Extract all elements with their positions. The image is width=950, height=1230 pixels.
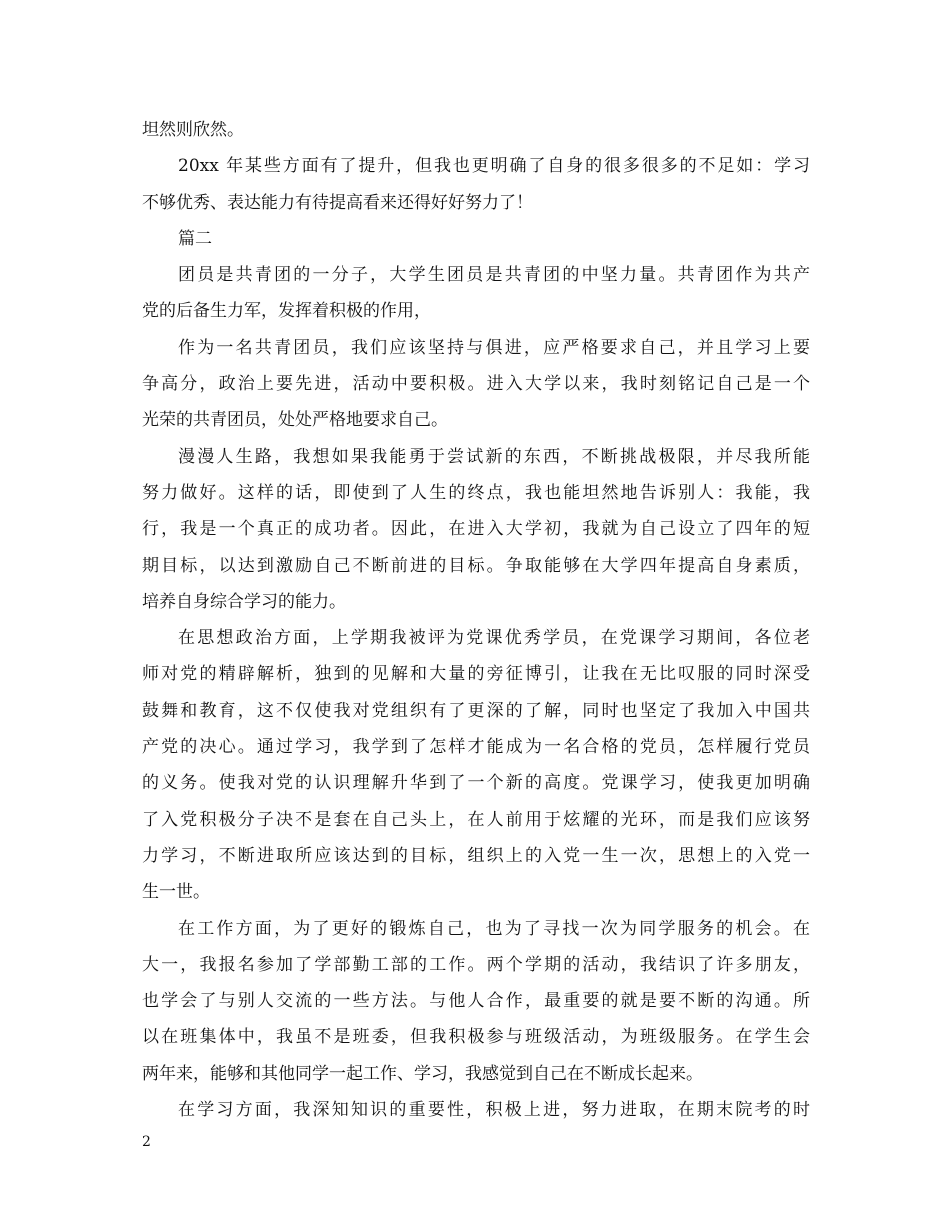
text-line: 争高分，政治上要先进，活动中要积极。进入大学以来，我时刻铭记自己是一个 bbox=[142, 374, 810, 395]
text-line: 在工作方面，为了更好的锻炼自己，也为了寻找一次为同学服务的机会。在 bbox=[178, 918, 810, 939]
text-line: 坦然则欣然。 bbox=[142, 120, 244, 140]
document-body bbox=[142, 112, 810, 1128]
text-line: 师对党的精辟解析，独到的见解和大量的旁征博引，让我在无比叹服的同时深受 bbox=[142, 664, 810, 685]
text-line: 在思想政治方面，上学期我被评为党课优秀学员，在党课学习期间，各位老 bbox=[178, 628, 810, 649]
text-line: 在学习方面，我深知知识的重要性，积极上进，努力进取，在期末院考的时 bbox=[178, 1100, 810, 1121]
text-line: 鼓舞和教育，这不仅使我对党组织有了更深的了解，同时也坚定了我加入中国共 bbox=[142, 700, 810, 721]
text-line: 力学习，不断进取所应该达到的目标，组织上的入党一生一次，思想上的入党一 bbox=[142, 845, 810, 866]
text-line: 培养自身综合学习的能力。 bbox=[142, 591, 346, 612]
text-line: 了入党积极分子决不是套在自己头上，在人前用于炫耀的光环，而是我们应该努 bbox=[142, 809, 810, 830]
text-line: 光荣的共青团员，处处严格地要求自己。 bbox=[142, 410, 448, 431]
text-line: 生一世。 bbox=[142, 882, 210, 903]
text-line: 篇二 bbox=[178, 228, 212, 249]
text-line: 也学会了与别人交流的一些方法。与他人合作，最重要的就是要不断的沟通。所 bbox=[142, 991, 810, 1012]
text-line: 大一，我报名参加了学部勤工部的工作。两个学期的活动，我结识了许多朋友， bbox=[142, 954, 810, 975]
text-line: 产党的决心。通过学习，我学到了怎样才能成为一名合格的党员，怎样履行党员 bbox=[142, 737, 810, 758]
text-line: 以在班集体中，我虽不是班委，但我积极参与班级活动，为班级服务。在学生会 bbox=[142, 1027, 810, 1048]
text-line: 党的后备生力军，发挥着积极的作用， bbox=[142, 301, 431, 322]
text-line: 团员是共青团的一分子，大学生团员是共青团的中坚力量。共青团作为共产 bbox=[178, 265, 810, 286]
text-line: 20xx 年某些方面有了提升，但我也更明确了自身的很多很多的不足如：学习 bbox=[178, 156, 810, 177]
text-line: 期目标，以达到激励自己不断前进的目标。争取能够在大学四年提高自身素质， bbox=[142, 555, 810, 576]
text-line: 漫漫人生路，我想如果我能勇于尝试新的东西，不断挑战极限，并尽我所能 bbox=[178, 446, 810, 467]
text-line: 不够优秀、表达能力有待提高看来还得好好努力了！ bbox=[142, 192, 533, 213]
text-line: 作为一名共青团员，我们应该坚持与俱进，应严格要求自己，并且学习上要 bbox=[178, 337, 810, 358]
text-line: 行，我是一个真正的成功者。因此，在进入大学初，我就为自己设立了四年的短 bbox=[142, 519, 810, 540]
page-number: 2 bbox=[142, 1134, 151, 1150]
text-line: 努力做好。这样的话，即使到了人生的终点，我也能坦然地告诉别人：我能，我 bbox=[142, 482, 810, 503]
text-line: 两年来，能够和其他同学一起工作、学习，我感觉到自己在不断成长起来。 bbox=[142, 1063, 703, 1084]
text-line: 的义务。使我对党的认识理解升华到了一个新的高度。党课学习，使我更加明确 bbox=[142, 773, 810, 794]
